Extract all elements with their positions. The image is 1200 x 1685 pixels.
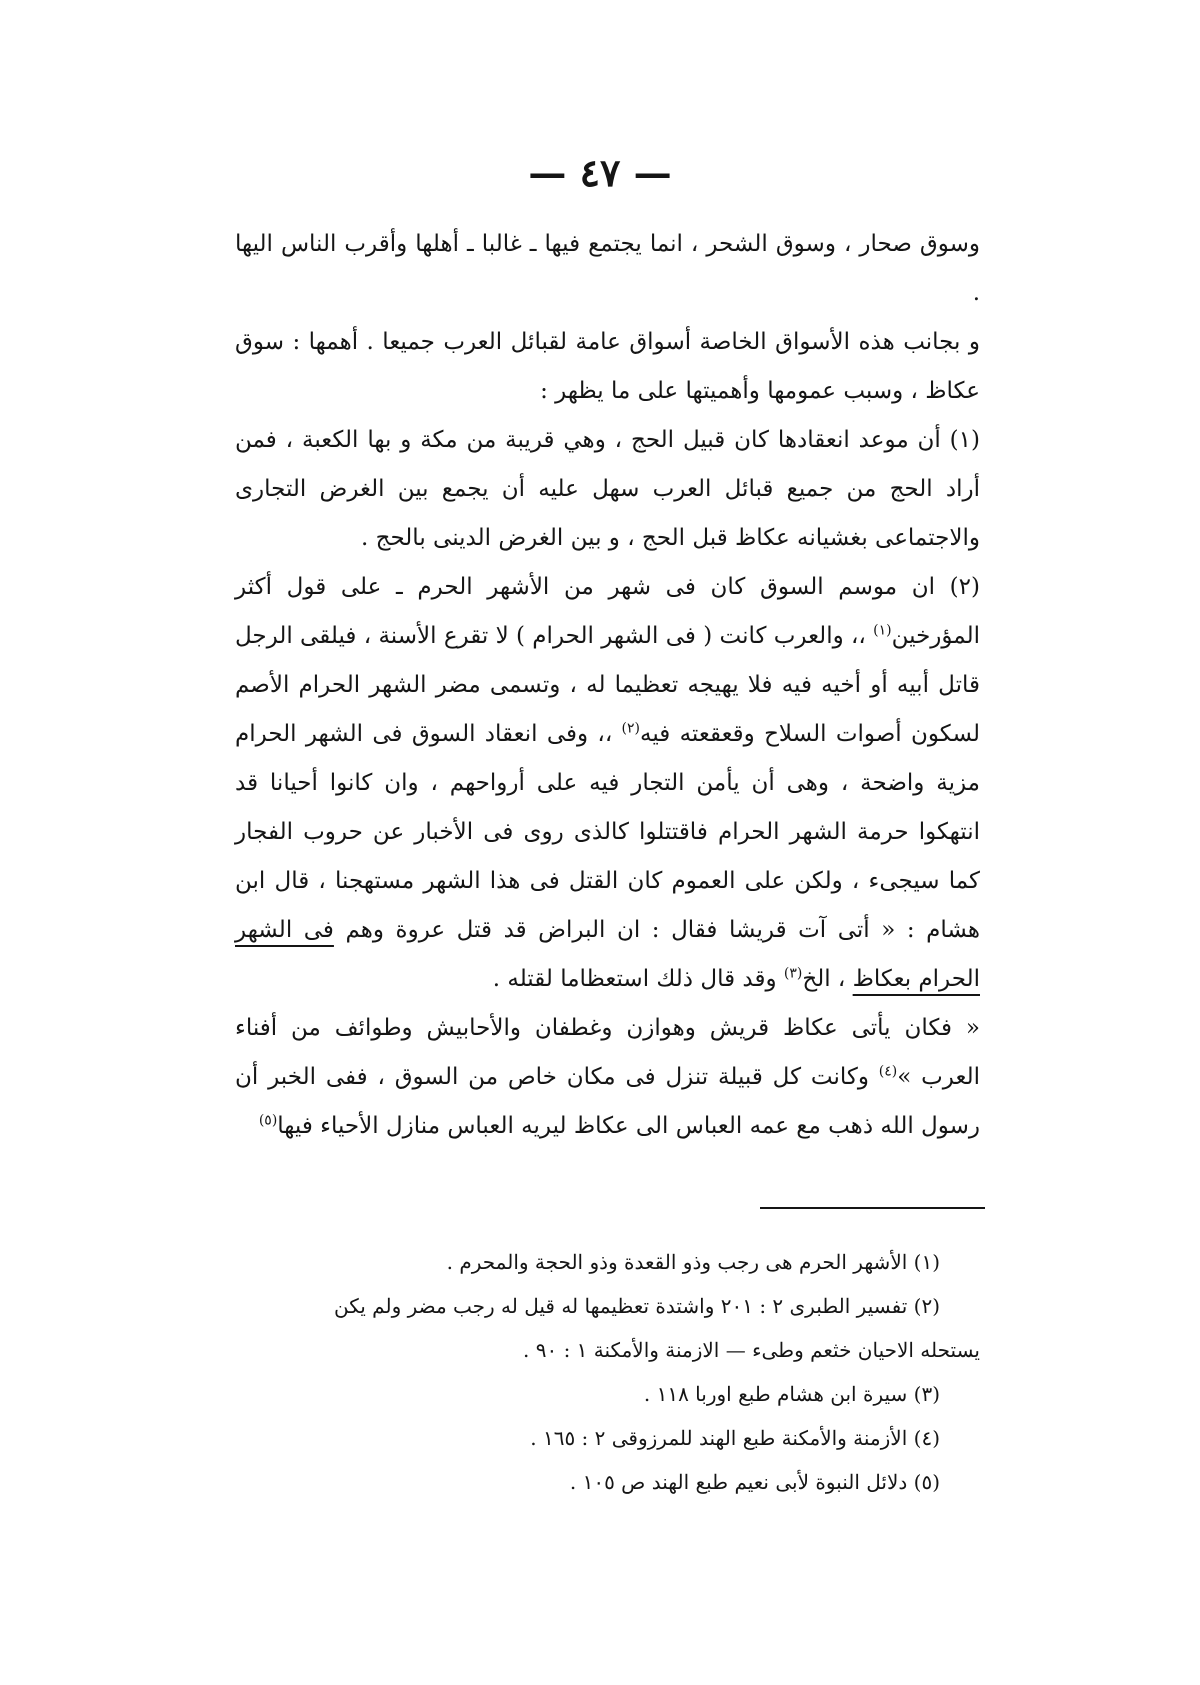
underlined-phrase: فى الشهر الحرام بعكاظ	[235, 917, 980, 992]
footnotes	[235, 1240, 980, 1504]
footnote-ref-2: (٢)	[621, 720, 641, 737]
paragraph-5-part-a: « فكان يأتى عكاظ قريش وهوازن وغطفان والأحابيش وطوائف من أفناء العرب »	[235, 1015, 980, 1090]
page-number: — ٤٧ —	[528, 150, 672, 195]
paragraph-1: وسوق صحار ، وسوق الشحر ، انما يجتمع فيها ـ غالبا ـ أهلها وأقرب الناس اليها .	[235, 231, 980, 306]
paragraph-5-part-b: وكانت كل قبيلة تنزل فى مكان خاص من السوق ، ففى الخبر أن رسول الله ذهب مع عمه العباس الى عكاظ ليريه العباس منازل الأحياء فيها	[235, 1064, 980, 1139]
footnote-2: (٢) تفسير الطبرى ٢ : ٢٠١ واشتدة تعظيمها له قيل له رجب مضر ولم يكن	[333, 1294, 940, 1318]
paragraph-4-part-d: ، الخ	[802, 966, 853, 992]
paragraph-5	[235, 1004, 980, 1151]
main-text	[235, 220, 980, 1151]
footnote-4: (٤) الأزمنة والأمكنة طبع الهند للمرزوقى ٢ : ١٦٥ .	[530, 1426, 940, 1450]
paragraph-4-part-c: ،، وفى انعقاد السوق فى الشهر الحرام مزية واضحة ، وهى أن يأمن التجار فيه على أرواحهم ، وان كانوا أحيانا قد انتهكوا حرمة الشهر الحرام فاقتتلوا كالذى روى فى الأخبار عن حروب الفجار كما سيجىء ، ولكن على العموم كان القتل فى هذا الشهر مستهجنا ، قال ابن هشام : « أتى آت قريشا فقال : ان البراض قد قتل عروة وهم	[235, 721, 981, 943]
footnote-ref-5: (٥)	[258, 1112, 278, 1129]
footnote-divider	[760, 1207, 985, 1209]
paragraph-4-part-b: ،، والعرب كانت ( فى الشهر الحرام ) لا تقرع الأسنة ، فيلقى الرجل قاتل أبيه أو أخيه فيه فلا يهيجه تعظيما له ، وتسمى مضر الشهر الحرام الأصم لسكون أصوات السلاح وقعقعته فيه	[235, 623, 980, 747]
footnote-ref-3: (٣)	[783, 965, 803, 982]
footnote-2-continued: يستحله الاحيان خثعم وطىء — الازمنة والأمكنة ١ : ٩٠ .	[523, 1338, 980, 1362]
paragraph-2: و بجانب هذه الأسواق الخاصة أسواق عامة لقبائل العرب جميعا . أهمها : سوق عكاظ ، وسبب عمومها وأهميتها على ما يظهر :	[235, 329, 980, 404]
footnote-ref-1: (١)	[873, 622, 892, 639]
footnote-3: (٣) سيرة ابن هشام طبع اوربا ١١٨ .	[643, 1382, 940, 1406]
paragraph-4	[235, 563, 980, 1004]
footnote-ref-4: (٤)	[878, 1063, 898, 1080]
paragraph-3: (١) أن موعد انعقادها كان قبيل الحج ، وهي قريبة من مكة و بها الكعبة ، فمن أراد الحج من جميع قبائل العرب سهل عليه أن يجمع بين الغرض التجارى والاجتماعى بغشيانه عكاظ قبل الحج ، و بين الغرض الدينى بالحج .	[235, 427, 980, 551]
footnote-5: (٥) دلائل النبوة لأبى نعيم طبع الهند ص ١٠٥ .	[569, 1470, 940, 1494]
paragraph-4-part-a: (٢) ان موسم السوق كان فى شهر من الأشهر الحرم ـ على قول أكثر المؤرخين	[235, 574, 980, 649]
paragraph-4-part-e: وقد قال ذلك استعظاما لقتله .	[492, 966, 784, 992]
footnote-1: (١) الأشهر الحرم هى رجب وذو القعدة وذو الحجة والمحرم .	[446, 1250, 940, 1274]
